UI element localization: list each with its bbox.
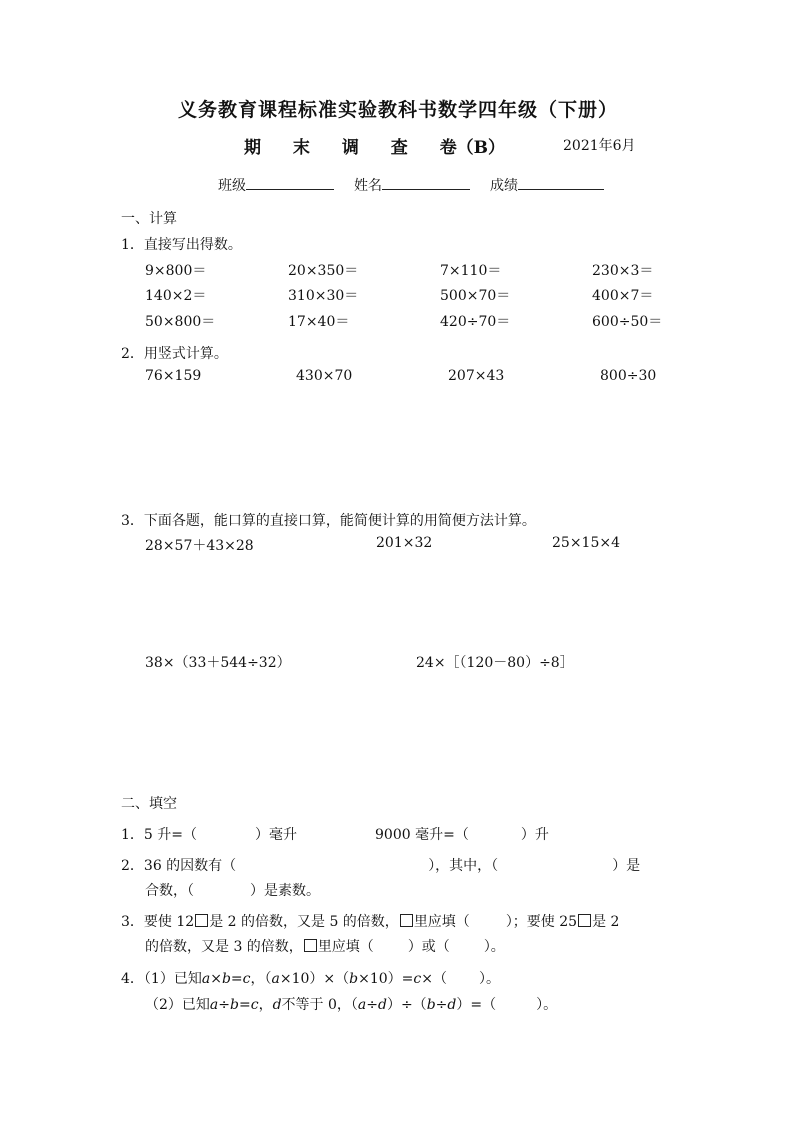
score-field[interactable] xyxy=(518,175,604,190)
q1-item: 9×800＝ xyxy=(145,263,207,279)
q1-item: 20×350＝ xyxy=(288,263,359,279)
class-field[interactable] xyxy=(246,175,334,190)
fill-text: 5 升=（ xyxy=(143,827,198,843)
q1-item: 17×40＝ xyxy=(288,314,350,330)
fill-text: （1）已知 xyxy=(143,971,202,987)
var-a: a xyxy=(201,971,211,987)
fill-q3-line1 xyxy=(121,911,619,931)
exam-date: 2021年6月 xyxy=(563,138,636,154)
digit-box xyxy=(195,914,208,927)
q3-item: 25×15×4 xyxy=(552,535,620,551)
fill-text: ），其中，（ xyxy=(428,858,499,874)
student-info-row xyxy=(218,175,604,195)
fill-text: 36 的因数有（ xyxy=(143,858,237,874)
q1-item: 50×800＝ xyxy=(145,314,216,330)
q1-item: 420÷70＝ xyxy=(440,314,511,330)
fill-text: ×10）×（ xyxy=(279,971,350,987)
fill-text: 里应填（ xyxy=(317,939,374,955)
fill-text: ）是素数。 xyxy=(250,883,320,899)
digit-box xyxy=(578,914,591,927)
subtitle-char: 调 xyxy=(341,138,359,158)
fill-text: = xyxy=(230,971,243,987)
var-d: d xyxy=(377,997,387,1013)
fill-q2-line1 xyxy=(121,855,640,875)
fill-text: 的倍数，又是 3 的倍数， xyxy=(145,939,303,955)
q1-item: 7×110＝ xyxy=(440,263,502,279)
fill-text: ）或（ xyxy=(407,939,450,955)
q1-item: 310×30＝ xyxy=(288,288,359,304)
fill-q4-line1 xyxy=(121,968,500,988)
name-label: 姓名 xyxy=(354,178,382,194)
section1-heading: 一、计算 xyxy=(121,211,177,227)
section2-heading: 二、填空 xyxy=(121,796,177,812)
fill-text: 要使 12 xyxy=(143,914,195,930)
fill-text: 合数，（ xyxy=(145,883,194,899)
q2-item: 430×70 xyxy=(296,368,353,384)
fill-text: ， xyxy=(258,997,273,1013)
fill-text: 9000 毫升=（ xyxy=(375,827,469,843)
fill-text: ×10）= xyxy=(358,971,414,987)
q3-item: 28×57＋43×28 xyxy=(145,538,254,554)
subtitle-char: 查 xyxy=(390,138,408,158)
fill-text: 是 2 的倍数，又是 5 的倍数， xyxy=(209,914,399,930)
var-d: d xyxy=(272,997,282,1013)
fill-q4-line2 xyxy=(145,994,557,1014)
fill-text: ）。 xyxy=(483,939,505,955)
var-a: a xyxy=(209,997,219,1013)
exam-title: 义务教育课程标准实验教科书数学四年级（下册） xyxy=(178,99,619,121)
q3-item: 38×（33＋544÷32） xyxy=(145,655,291,671)
fill-text: 不等于 0，（ xyxy=(281,997,358,1013)
var-b: b xyxy=(221,971,231,987)
q1-label: 1．直接写出得数。 xyxy=(121,237,242,253)
fill-text: ）÷（ xyxy=(386,997,427,1013)
var-d: d xyxy=(447,997,457,1013)
question-number: 2． xyxy=(121,858,144,874)
fill-q3-line2 xyxy=(145,936,505,956)
fill-text: = xyxy=(238,997,251,1013)
q2-item: 76×159 xyxy=(145,368,202,384)
var-b: b xyxy=(426,997,436,1013)
subtitle-char: 末 xyxy=(292,138,310,158)
question-number: 1． xyxy=(121,827,144,843)
fill-text: ÷ xyxy=(366,997,378,1013)
var-b: b xyxy=(230,997,239,1013)
fill-text: ）。 xyxy=(478,971,500,987)
q2-item: 207×43 xyxy=(448,368,505,384)
fill-text: ）是 xyxy=(612,858,641,874)
subtitle-char: 卷（B） xyxy=(439,138,506,158)
fill-text: ）。 xyxy=(536,997,558,1013)
score-label: 成绩 xyxy=(490,178,518,194)
fill-text: ）；要使 25 xyxy=(505,914,578,930)
q3-item: 201×32 xyxy=(376,535,433,551)
q3-label: 3．下面各题，能口算的直接口算，能简便计算的用简便方法计算。 xyxy=(121,513,536,529)
name-field[interactable] xyxy=(382,175,470,190)
question-number: 3． xyxy=(121,914,144,930)
var-c: c xyxy=(413,971,422,987)
fill-text: 是 2 xyxy=(592,914,620,930)
q1-item: 600÷50＝ xyxy=(592,314,663,330)
fill-q1 xyxy=(121,824,549,844)
digit-box xyxy=(400,914,413,927)
fill-text: ）升 xyxy=(520,827,549,843)
var-c: c xyxy=(242,971,251,987)
subtitle-char: 期 xyxy=(244,138,261,158)
fill-q2-line2 xyxy=(145,880,320,900)
fill-text: ，（ xyxy=(250,971,272,987)
q3-item: 24×［（120－80）÷8］ xyxy=(416,655,574,671)
digit-box xyxy=(304,939,317,952)
fill-text: ×（ xyxy=(421,971,447,987)
exam-subtitle xyxy=(244,133,505,158)
var-c: c xyxy=(250,997,259,1013)
question-number: 4． xyxy=(121,971,144,987)
fill-text: ÷ xyxy=(218,997,231,1013)
var-a: a xyxy=(357,997,367,1013)
var-a: a xyxy=(271,971,280,987)
class-label: 班级 xyxy=(218,178,246,194)
fill-text: 里应填（ xyxy=(413,914,470,930)
fill-text: ）=（ xyxy=(456,997,497,1013)
q1-item: 500×70＝ xyxy=(440,288,511,304)
fill-text: （2）已知 xyxy=(145,997,210,1013)
fill-text: ÷ xyxy=(435,997,448,1013)
q2-label: 2．用竖式计算。 xyxy=(121,346,228,362)
q1-item: 400×7＝ xyxy=(592,288,654,304)
fill-text: × xyxy=(210,971,222,987)
q2-item: 800÷30 xyxy=(600,368,657,384)
fill-text: ）毫升 xyxy=(255,827,298,843)
var-b: b xyxy=(349,971,359,987)
q1-item: 230×3＝ xyxy=(592,263,654,279)
q1-item: 140×2＝ xyxy=(145,288,207,304)
